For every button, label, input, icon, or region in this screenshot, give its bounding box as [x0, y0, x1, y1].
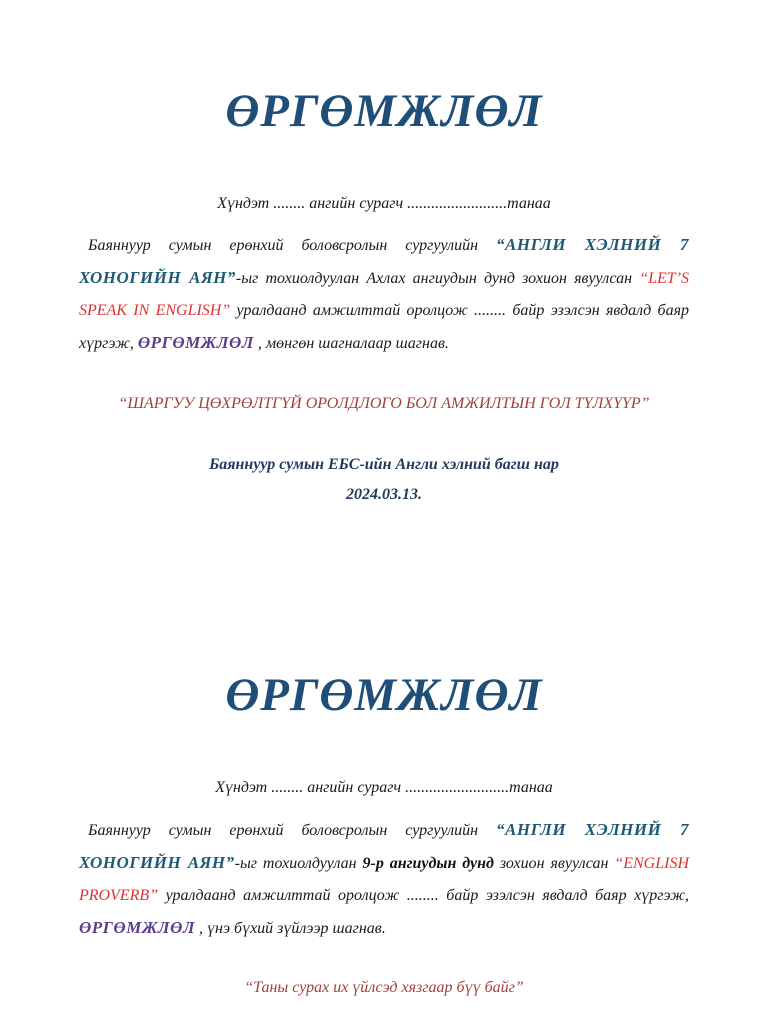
salutation-line: Хүндэт ........ ангийн сурагч ..........................танаа — [215, 779, 553, 796]
body-closing: , мөнгөн шагналаар шагнав. — [253, 335, 449, 352]
grade-group: 9-р ангиудын дунд — [362, 855, 494, 872]
body-closing: , үнэ бүхий зүйлээр шагнав. — [195, 920, 386, 937]
event-name: “АНГЛИ ХЭЛНИЙ 7 ХОНОГИЙН АЯН” — [79, 820, 690, 872]
body-intro: Баяннуур сумын ерөнхий боловсролын сургуулийн — [88, 822, 497, 839]
award-word: ӨРГӨМЖЛӨЛ — [79, 918, 196, 937]
contest-name: “LET’S SPEAK IN ENGLISH” — [79, 270, 690, 319]
certificate-title: ӨРГӨМЖЛӨЛ — [225, 669, 543, 721]
certificate-body — [79, 814, 689, 945]
certificate-body — [79, 229, 689, 360]
contest-name: “ENGLISH PROVERB” — [79, 855, 689, 904]
salutation-line: Хүндэт ........ ангийн сурагч .........................танаа — [217, 195, 551, 212]
certificate-title: ӨРГӨМЖЛӨЛ — [225, 85, 543, 137]
body-intro: Баяннуур сумын ерөнхий боловсролын сургуулийн — [88, 237, 497, 254]
date-line: 2024.03.13. — [346, 486, 422, 503]
motto-quote: “ШАРГУУ ЦӨХРӨЛТГҮЙ ОРОЛДЛОГО БОЛ АМЖИЛТЫН ГОЛ ТҮЛХҮҮР” — [118, 395, 650, 412]
body-after-event: -ыг тохиолдуулан — [234, 855, 363, 872]
event-name: “АНГЛИ ХЭЛНИЙ 7 ХОНОГИЙН АЯН” — [79, 235, 690, 287]
award-word: ӨРГӨМЖЛӨЛ — [137, 333, 254, 352]
body-after-contest: уралдаанд амжилттай оролцож ........ байр эзэлсэн явдалд баяр хүргэж, — [79, 302, 690, 352]
body-after-grade: зохион явуулсан — [493, 855, 615, 872]
body-after-event: -ыг тохиолдуулан Ахлах ангиудын дунд зохион явуулсан — [235, 270, 640, 287]
body-after-contest: уралдаанд амжилттай оролцож ........ байр эзэлсэн явдалд баяр хүргэж, — [158, 887, 689, 904]
motto-quote: “Таны сурах их үйлсэд хязгаар бүү байг” — [244, 979, 524, 996]
signature-line: Баяннуур сумын ЕБС-ийн Англи хэлний багш нар — [209, 456, 559, 473]
